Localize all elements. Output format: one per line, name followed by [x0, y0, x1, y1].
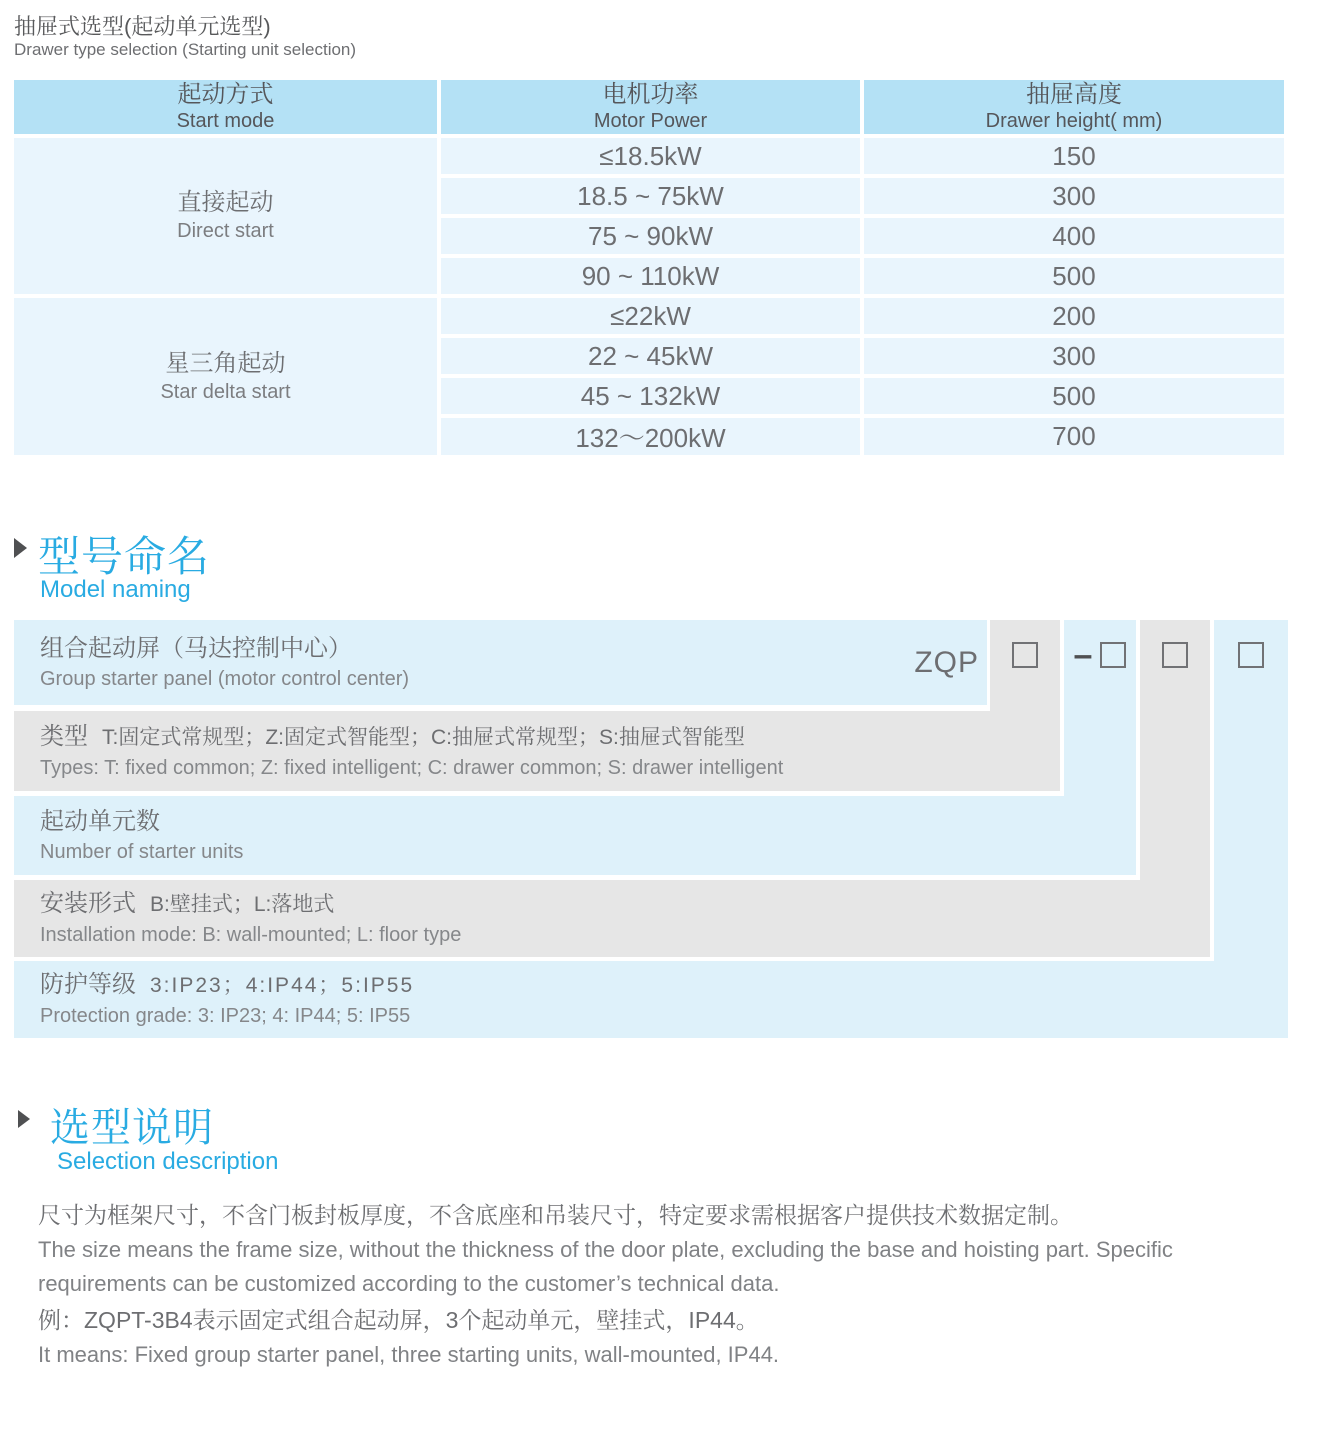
- table-cell-height: 400: [864, 218, 1284, 254]
- table-cell-height: 500: [864, 258, 1284, 294]
- model-row-detail: B:壁挂式；L:落地式: [150, 893, 335, 916]
- model-row-type: [14, 711, 1060, 791]
- model-row-label: 防护等级: [40, 971, 136, 998]
- model-row-protection: [14, 961, 1288, 1038]
- header-drawer-height-en: Drawer height( mm): [985, 110, 1163, 132]
- table-cell-height: 700: [864, 418, 1284, 455]
- table-cell-power: 22 ~ 45kW: [441, 338, 860, 374]
- model-row-en: Group starter panel (motor control center): [40, 667, 410, 690]
- header-motor-power-zh: 电机功率: [602, 81, 699, 108]
- section-subtitle-selection-description: Selection description: [57, 1148, 279, 1175]
- section-arrow-icon: [18, 1110, 30, 1128]
- model-row-en: Installation mode: B: wall-mounted; L: floor type: [40, 924, 462, 946]
- model-code-slot-type: [990, 642, 1060, 668]
- dash-separator: –: [1073, 636, 1093, 674]
- model-code-box-unit-count: [1100, 642, 1126, 668]
- model-code-box-installation: [1162, 642, 1188, 668]
- model-code-slot-unit-count: [1064, 636, 1136, 674]
- model-row-zh: 组合起动屏（马达控制中心）: [40, 634, 352, 662]
- table-cell-power: 18.5 ~ 75kW: [441, 178, 860, 214]
- section-subtitle-model-naming: Model naming: [40, 576, 191, 603]
- table-cell-power: 45 ~ 132kW: [441, 378, 860, 414]
- start-mode-en: Star delta start: [160, 380, 291, 403]
- column-header-motor-power: [441, 80, 860, 134]
- description-paragraph-zh: 尺寸为框架尺寸，不含门板封板厚度，不含底座和吊装尺寸，特定要求需根据客户提供技术数据定制。: [38, 1202, 1073, 1228]
- example-paragraph-zh: 例：ZQPT-3B4表示固定式组合起动屏，3个起动单元，壁挂式，IP44。: [38, 1307, 759, 1333]
- table-cell-start-mode: [14, 298, 437, 455]
- table-row: [14, 298, 1284, 334]
- model-column-protection-connector: [1214, 620, 1288, 961]
- model-row-zh: 起动单元数: [40, 807, 160, 835]
- table-cell-power: 90 ~ 110kW: [441, 258, 860, 294]
- header-start-mode-en: Start mode: [176, 110, 275, 132]
- section-arrow-icon: [14, 538, 27, 558]
- table-header-row: [14, 80, 1284, 134]
- table-cell-height: 150: [864, 138, 1284, 174]
- start-mode-en: Direct start: [177, 220, 274, 242]
- column-header-drawer-height: [864, 80, 1284, 134]
- start-mode-zh: 星三角起动: [165, 349, 286, 377]
- description-paragraph-en: The size means the frame size, without the thickness of the door plate, excluding the base and hoisting part. Specific requirements can be customized according to the customer’s technical data.: [38, 1237, 1173, 1296]
- table-cell-power: 75 ~ 90kW: [441, 218, 860, 254]
- column-header-start-mode: [14, 80, 437, 134]
- model-row-group-starter-panel: [14, 620, 987, 705]
- model-row-detail: T:固定式常规型；Z:固定式智能型；C:抽屉式常规型；S:抽屉式智能型: [102, 725, 745, 749]
- model-row-zh: [40, 888, 1210, 921]
- header-motor-power-en: Motor Power: [593, 110, 708, 132]
- section-title-model-naming: 型号命名: [38, 533, 211, 580]
- table-cell-power: 132～200kW: [441, 418, 860, 455]
- model-code-slot-protection: [1214, 642, 1288, 668]
- table-cell-height: 300: [864, 178, 1284, 214]
- selection-description-body: [38, 1198, 1290, 1374]
- start-mode-zh: 直接起动: [177, 189, 274, 216]
- page-title-en: Drawer type selection (Starting unit selection): [14, 40, 357, 59]
- table-row: [14, 138, 1284, 174]
- table-cell-height: 200: [864, 298, 1284, 334]
- model-row-en: Types: T: fixed common; Z: fixed intelligent; C: drawer common; S: drawer intelligent: [40, 756, 784, 779]
- table-cell-power: ≤22kW: [441, 298, 860, 334]
- model-row-zh: [40, 969, 1288, 1002]
- table-cell-power: ≤18.5kW: [441, 138, 860, 174]
- model-code-slot-installation: [1140, 642, 1210, 668]
- example-paragraph-en: It means: Fixed group starter panel, three starting units, wall-mounted, IP44.: [38, 1342, 780, 1367]
- model-row-en: Number of starter units: [40, 840, 244, 863]
- model-row-unit-count: [14, 796, 1136, 875]
- page-title-zh: 抽屉式选型(起动单元选型): [14, 14, 271, 39]
- table-cell-height: 300: [864, 338, 1284, 374]
- model-row-label: 安装形式: [40, 890, 136, 917]
- model-naming-diagram: [14, 620, 1288, 1038]
- model-code-prefix: ZQP: [914, 645, 979, 679]
- model-row-zh: [40, 721, 1060, 754]
- model-row-label: 类型: [40, 722, 88, 750]
- header-drawer-height-zh: 抽屉高度: [1026, 81, 1122, 108]
- model-code-box-type: [1012, 642, 1038, 668]
- model-code-box-protection: [1238, 642, 1264, 668]
- drawer-selection-table: [10, 76, 1288, 459]
- model-row-installation: [14, 880, 1210, 957]
- model-row-en: Protection grade: 3: IP23; 4: IP44; 5: IP55: [40, 1005, 411, 1027]
- table-cell-height: 500: [864, 378, 1284, 414]
- model-row-detail: 3:IP23；4:IP44；5:IP55: [150, 974, 415, 997]
- header-start-mode-zh: 起动方式: [177, 81, 274, 108]
- table-cell-start-mode: [14, 138, 437, 294]
- section-title-selection-description: 选型说明: [50, 1106, 214, 1150]
